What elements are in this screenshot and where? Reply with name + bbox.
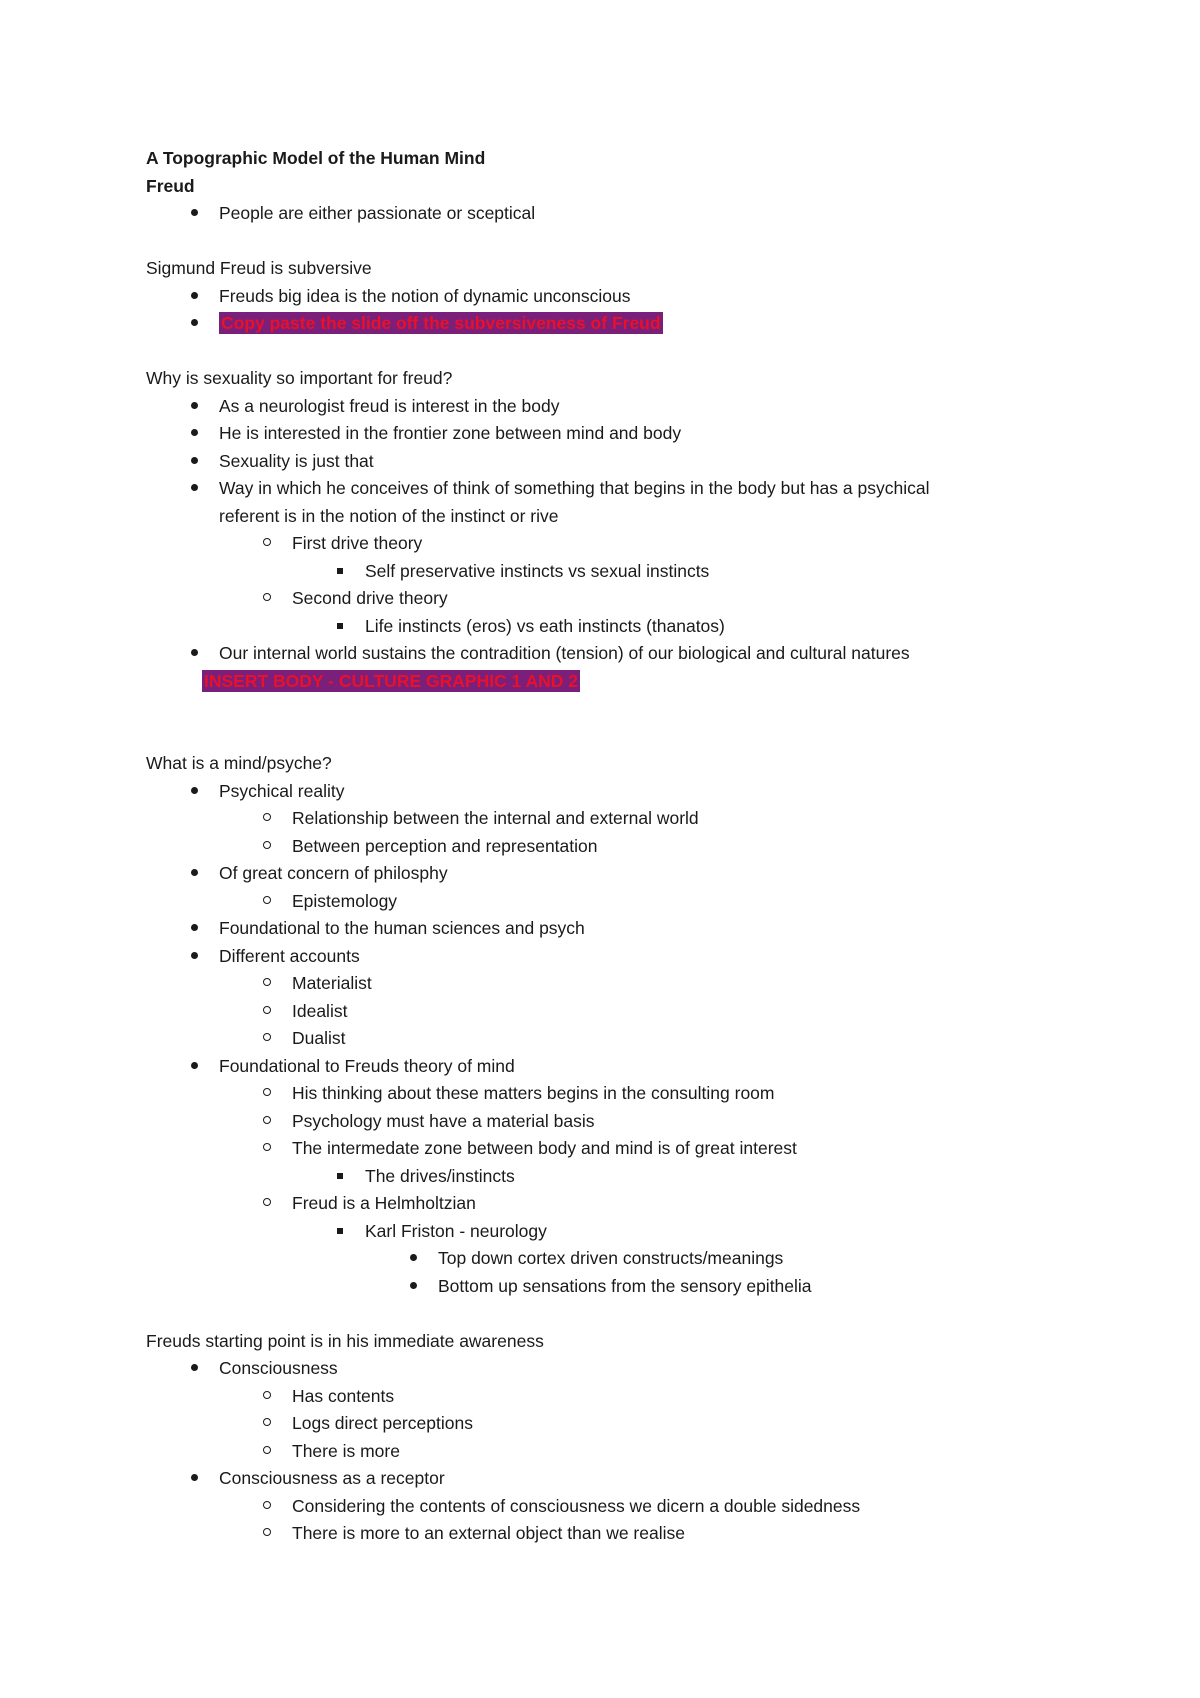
list-item: He is interested in the frontier zone between mind and body xyxy=(146,420,1086,448)
bullet-square-icon xyxy=(330,1218,350,1246)
list-item: Karl Friston - neurology xyxy=(146,1218,1086,1246)
bullet-dot-icon xyxy=(184,640,204,668)
list-item: Self preservative instincts vs sexual instincts xyxy=(146,558,1086,586)
bullet-dot-icon xyxy=(184,200,204,228)
bullet-square-icon xyxy=(330,613,350,641)
list-item: As a neurologist freud is interest in the body xyxy=(146,393,1086,421)
document-subtitle: Freud xyxy=(146,175,195,196)
list-item: Foundational to the human sciences and psych xyxy=(146,915,1086,943)
bullet-circle-icon xyxy=(257,1135,277,1163)
list-item-continuation: referent is in the notion of the instinct or rive xyxy=(219,505,559,526)
bullet-square-icon xyxy=(330,558,350,586)
list-item: Of great concern of philosphy xyxy=(146,860,1086,888)
bullet-circle-icon xyxy=(257,1080,277,1108)
bullet-dot-icon xyxy=(184,283,204,311)
bullet-circle-icon xyxy=(257,1025,277,1053)
list-item: Materialist xyxy=(146,970,1086,998)
highlighted-note: Copy paste the slide off the subversiveness of Freud xyxy=(221,313,661,333)
list-item: Our internal world sustains the contradition (tension) of our biological and cultural natures xyxy=(146,640,1086,668)
bullet-circle-icon xyxy=(257,1383,277,1411)
section-heading: What is a mind/psyche? xyxy=(146,753,332,773)
list-item: Idealist xyxy=(146,998,1086,1026)
spacer xyxy=(146,338,1086,366)
list-item: Has contents xyxy=(146,1383,1086,1411)
list-item: Between perception and representation xyxy=(146,833,1086,861)
bullet-dot-icon xyxy=(184,915,204,943)
list-item: Way in which he conceives of think of something that begins in the body but has a psychical xyxy=(146,475,1086,503)
list-item: Bottom up sensations from the sensory epithelia xyxy=(146,1273,1086,1301)
list-item: Logs direct perceptions xyxy=(146,1410,1086,1438)
bullet-dot-icon xyxy=(184,943,204,971)
document-body xyxy=(146,145,1086,1548)
section-heading: Freuds starting point is in his immediate awareness xyxy=(146,1330,544,1351)
section-heading: Why is sexuality so important for freud? xyxy=(146,368,453,388)
bullet-dot-icon xyxy=(184,1053,204,1081)
list-item: First drive theory xyxy=(146,530,1086,558)
bullet-circle-icon xyxy=(257,1410,277,1438)
bullet-dot-icon xyxy=(184,475,204,503)
bullet-circle-icon xyxy=(257,1190,277,1218)
spacer xyxy=(146,1300,1086,1328)
bullet-square-icon xyxy=(330,1163,350,1191)
document-title: A Topographic Model of the Human Mind xyxy=(146,148,486,168)
bullet-dot-icon xyxy=(184,1465,204,1493)
list-item: The intermedate zone between body and mind is of great interest xyxy=(146,1135,1086,1163)
list-item: Consciousness as a receptor xyxy=(146,1465,1086,1493)
list-item: His thinking about these matters begins in the consulting room xyxy=(146,1080,1086,1108)
bullet-circle-icon xyxy=(257,833,277,861)
bullet-circle-icon xyxy=(257,998,277,1026)
bullet-circle-icon xyxy=(257,1108,277,1136)
bullet-circle-icon xyxy=(257,1438,277,1466)
bullet-circle-icon xyxy=(257,805,277,833)
list-item: Dualist xyxy=(146,1025,1086,1053)
bullet-dot-icon xyxy=(184,860,204,888)
list-item: Considering the contents of consciousness we dicern a double sidedness xyxy=(146,1493,1086,1521)
bullet-circle-icon xyxy=(257,1493,277,1521)
highlighted-note-line xyxy=(146,668,1086,696)
bullet-circle-icon xyxy=(257,888,277,916)
list-item: Life instincts (eros) vs eath instincts (thanatos) xyxy=(146,613,1086,641)
bullet-circle-icon xyxy=(257,530,277,558)
list-item: Different accounts xyxy=(146,943,1086,971)
bullet-circle-icon xyxy=(257,585,277,613)
spacer xyxy=(146,695,1086,723)
spacer xyxy=(146,723,1086,751)
bullet-dot-icon xyxy=(184,393,204,421)
bullet-dot-icon xyxy=(184,420,204,448)
bullet-circle-icon xyxy=(257,970,277,998)
bullet-dot-icon xyxy=(403,1273,423,1301)
bullet-dot-icon xyxy=(403,1245,423,1273)
list-item: Top down cortex driven constructs/meanings xyxy=(146,1245,1086,1273)
list-item: Epistemology xyxy=(146,888,1086,916)
section-heading: Sigmund Freud is subversive xyxy=(146,258,372,278)
list-item: There is more xyxy=(146,1438,1086,1466)
list-item: Freuds big idea is the notion of dynamic unconscious xyxy=(146,283,1086,311)
spacer xyxy=(146,228,1086,256)
list-item: Sexuality is just that xyxy=(146,448,1086,476)
list-item: Consciousness xyxy=(146,1355,1086,1383)
list-item: People are either passionate or sceptical xyxy=(146,200,1086,228)
list-item: Psychical reality xyxy=(146,778,1086,806)
bullet-dot-icon xyxy=(184,310,204,338)
bullet-dot-icon xyxy=(184,1355,204,1383)
list-item: Psychology must have a material basis xyxy=(146,1108,1086,1136)
list-item: The drives/instincts xyxy=(146,1163,1086,1191)
list-item: Freud is a Helmholtzian xyxy=(146,1190,1086,1218)
bullet-dot-icon xyxy=(184,778,204,806)
list-item xyxy=(146,310,1086,338)
list-item: There is more to an external object than we realise xyxy=(146,1520,1086,1548)
bullet-dot-icon xyxy=(184,448,204,476)
list-item: Foundational to Freuds theory of mind xyxy=(146,1053,1086,1081)
highlighted-note: INSERT BODY - CULTURE GRAPHIC 1 AND 2 xyxy=(204,670,579,691)
list-item: Second drive theory xyxy=(146,585,1086,613)
bullet-circle-icon xyxy=(257,1520,277,1548)
list-item: Relationship between the internal and external world xyxy=(146,805,1086,833)
